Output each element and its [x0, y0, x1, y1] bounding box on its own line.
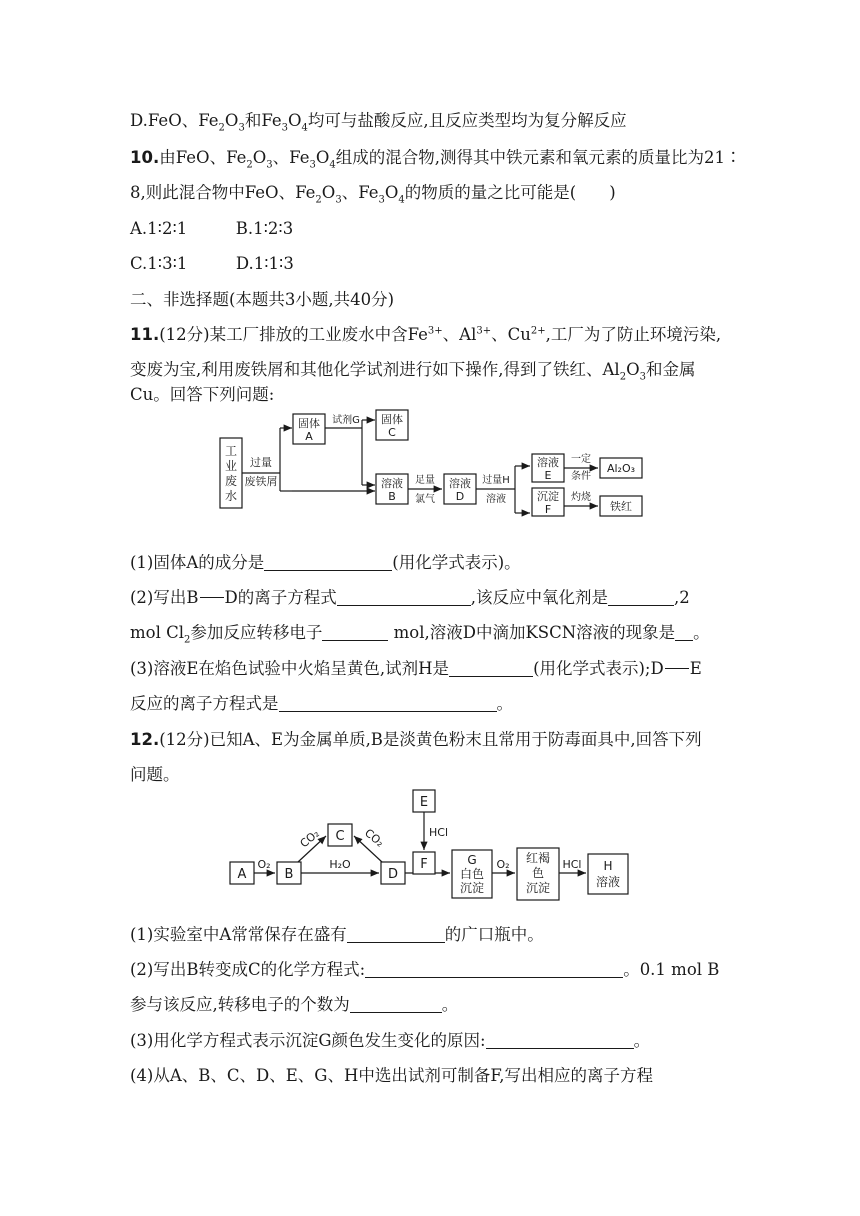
answer-blank[interactable] — [449, 660, 533, 677]
svg-text:固体: 固体 — [381, 413, 403, 426]
question-10-line2: 8,则此混合物中FeO、$Fe_2O_3$、$Fe_3O_4$的物质的量之比可能是( ) — [130, 183, 616, 206]
question-10-line1: 10.由FeO、$Fe_2O_3$、$Fe_3O_4$组成的混合物,测得其中铁元素和氧元素的质量比为21∶ — [130, 148, 742, 171]
svg-text:D: D — [387, 867, 399, 882]
question-number: 11. — [130, 325, 160, 344]
question-12-line2: 问题。 — [130, 765, 180, 784]
q12-flow-diagram — [220, 788, 650, 908]
svg-text:白色: 白色 — [459, 867, 485, 881]
svg-text:E: E — [419, 795, 429, 810]
q12-part2-line1: (2)写出B转变成C的化学方程式: 。0.1 mol B — [130, 960, 720, 979]
section-heading: 二、非选择题(本题共3小题,共40分) — [130, 290, 395, 309]
q12-part4: (4)从A、B、C、D、E、G、H中选出试剂可制备F,写出相应的离子方程 — [130, 1066, 654, 1085]
q12-part3: (3)用化学方程式表示沉淀G颜色发生变化的原因: 。 — [130, 1031, 651, 1050]
svg-text:足量: 足量 — [415, 475, 435, 486]
question-number: 10. — [130, 148, 160, 167]
svg-text:色: 色 — [531, 866, 545, 880]
answer-blank[interactable] — [347, 926, 445, 943]
svg-text:试剂G: 试剂G — [332, 415, 360, 426]
svg-text:A: A — [305, 430, 313, 443]
q11-flow-diagram — [210, 408, 650, 518]
svg-text:G: G — [467, 853, 477, 867]
q11-part2-line1: (2)写出B D的离子方程式 ,该反应中氧化剂是 ,2 — [130, 588, 690, 607]
q12-part2-line2: 参与该反应,转移电子的个数为 。 — [130, 995, 459, 1014]
svg-text:O₂: O₂ — [496, 858, 510, 871]
q12-part1: (1)实验室中A常常保存在盛有 的广口瓶中。 — [130, 925, 544, 944]
svg-text:氯气: 氯气 — [415, 494, 435, 505]
option-c: C.1∶3∶1 — [130, 254, 188, 273]
question-11-line2: 变废为宝,利用废铁屑和其他化学试剂进行如下操作,得到了铁红、$Al_2O_3$和金属 — [130, 360, 696, 383]
answer-blank[interactable] — [350, 996, 442, 1013]
svg-text:O₂: O₂ — [257, 858, 271, 871]
svg-text:溶液: 溶液 — [486, 494, 506, 505]
answer-blank[interactable] — [322, 624, 388, 641]
svg-text:铁红: 铁红 — [610, 500, 632, 513]
svg-text:灼烧: 灼烧 — [571, 492, 591, 503]
answer-blank[interactable] — [365, 961, 623, 978]
option-d: D.1∶1∶3 — [235, 254, 294, 273]
svg-text:水: 水 — [224, 489, 238, 503]
option-a: A.1∶2∶1 — [130, 219, 188, 238]
svg-text:E: E — [544, 469, 552, 482]
answer-blank[interactable] — [337, 589, 471, 606]
question-12-line1: 12.(12分)已知A、E为金属单质,B是淡黄色粉末且常用于防毒面具中,回答下列 — [130, 730, 702, 749]
option-b: B.1∶2∶3 — [235, 219, 294, 238]
options-ab — [130, 218, 293, 240]
svg-text:CO₂: CO₂ — [362, 826, 387, 850]
svg-text:过量H: 过量H — [482, 475, 510, 486]
question-number: 12. — [130, 730, 160, 749]
arrow-icon — [665, 668, 689, 669]
svg-text:D: D — [455, 490, 465, 503]
svg-text:溶液: 溶液 — [381, 477, 403, 490]
svg-text:H: H — [603, 859, 613, 873]
answer-blank[interactable] — [608, 589, 674, 606]
options-cd — [130, 253, 294, 275]
answer-blank[interactable] — [675, 624, 693, 641]
svg-text:沉淀: 沉淀 — [537, 490, 559, 503]
svg-text:A: A — [237, 867, 247, 882]
svg-text:B: B — [284, 867, 294, 882]
q11-part3-line2: 反应的离子方程式是 。 — [130, 694, 513, 713]
svg-text:溶液: 溶液 — [595, 875, 621, 889]
svg-text:H₂O: H₂O — [329, 858, 351, 871]
svg-text:溶液: 溶液 — [449, 477, 471, 490]
svg-text:F: F — [544, 503, 552, 516]
question-11-line1: 11.(12分)某工厂排放的工业废水中含$Fe^{3+}$、$Al^{3+}$、$Cu^{2+}$,工厂为了防止环境污染, — [130, 325, 722, 344]
svg-text:B: B — [388, 490, 396, 503]
svg-text:一定: 一定 — [571, 454, 591, 465]
q11-part1: (1)固体A的成分是 (用化学式表示)。 — [130, 553, 521, 572]
svg-text:C: C — [388, 426, 396, 439]
svg-text:废铁屑: 废铁屑 — [244, 475, 278, 488]
svg-text:溶液: 溶液 — [537, 456, 559, 469]
svg-text:红褐: 红褐 — [525, 851, 551, 865]
svg-text:业: 业 — [224, 459, 238, 473]
svg-text:HCl: HCl — [429, 826, 449, 839]
svg-text:工: 工 — [224, 444, 238, 458]
answer-blank[interactable] — [486, 1032, 634, 1049]
option-d-line: D.FeO、$Fe_2O_3$和$Fe_3O_4$均可与盐酸反应,且反应类型均为复分解反应 — [130, 111, 627, 134]
svg-text:Al₂O₃: Al₂O₃ — [606, 462, 636, 475]
arrow-icon — [200, 597, 224, 598]
svg-text:固体: 固体 — [298, 417, 320, 430]
q11-part2-line2: mol $Cl_2$参加反应转移电子 mol,溶液D中滴加KSCN溶液的现象是 。 — [130, 623, 710, 646]
svg-text:沉淀: 沉淀 — [525, 881, 551, 895]
svg-text:C: C — [335, 829, 345, 844]
question-11-line3: Cu。回答下列问题: — [130, 385, 275, 404]
answer-blank[interactable] — [264, 554, 392, 571]
svg-text:过量: 过量 — [250, 456, 272, 469]
svg-text:HCl: HCl — [562, 858, 582, 871]
svg-text:F: F — [420, 857, 428, 872]
svg-text:沉淀: 沉淀 — [459, 881, 485, 895]
svg-text:CO₂: CO₂ — [297, 827, 322, 851]
svg-text:废: 废 — [224, 474, 238, 488]
q11-part3-line1: (3)溶液E在焰色试验中火焰呈黄色,试剂H是 (用化学式表示);D E — [130, 659, 702, 678]
svg-text:条件: 条件 — [571, 471, 591, 482]
answer-blank[interactable] — [279, 695, 497, 712]
